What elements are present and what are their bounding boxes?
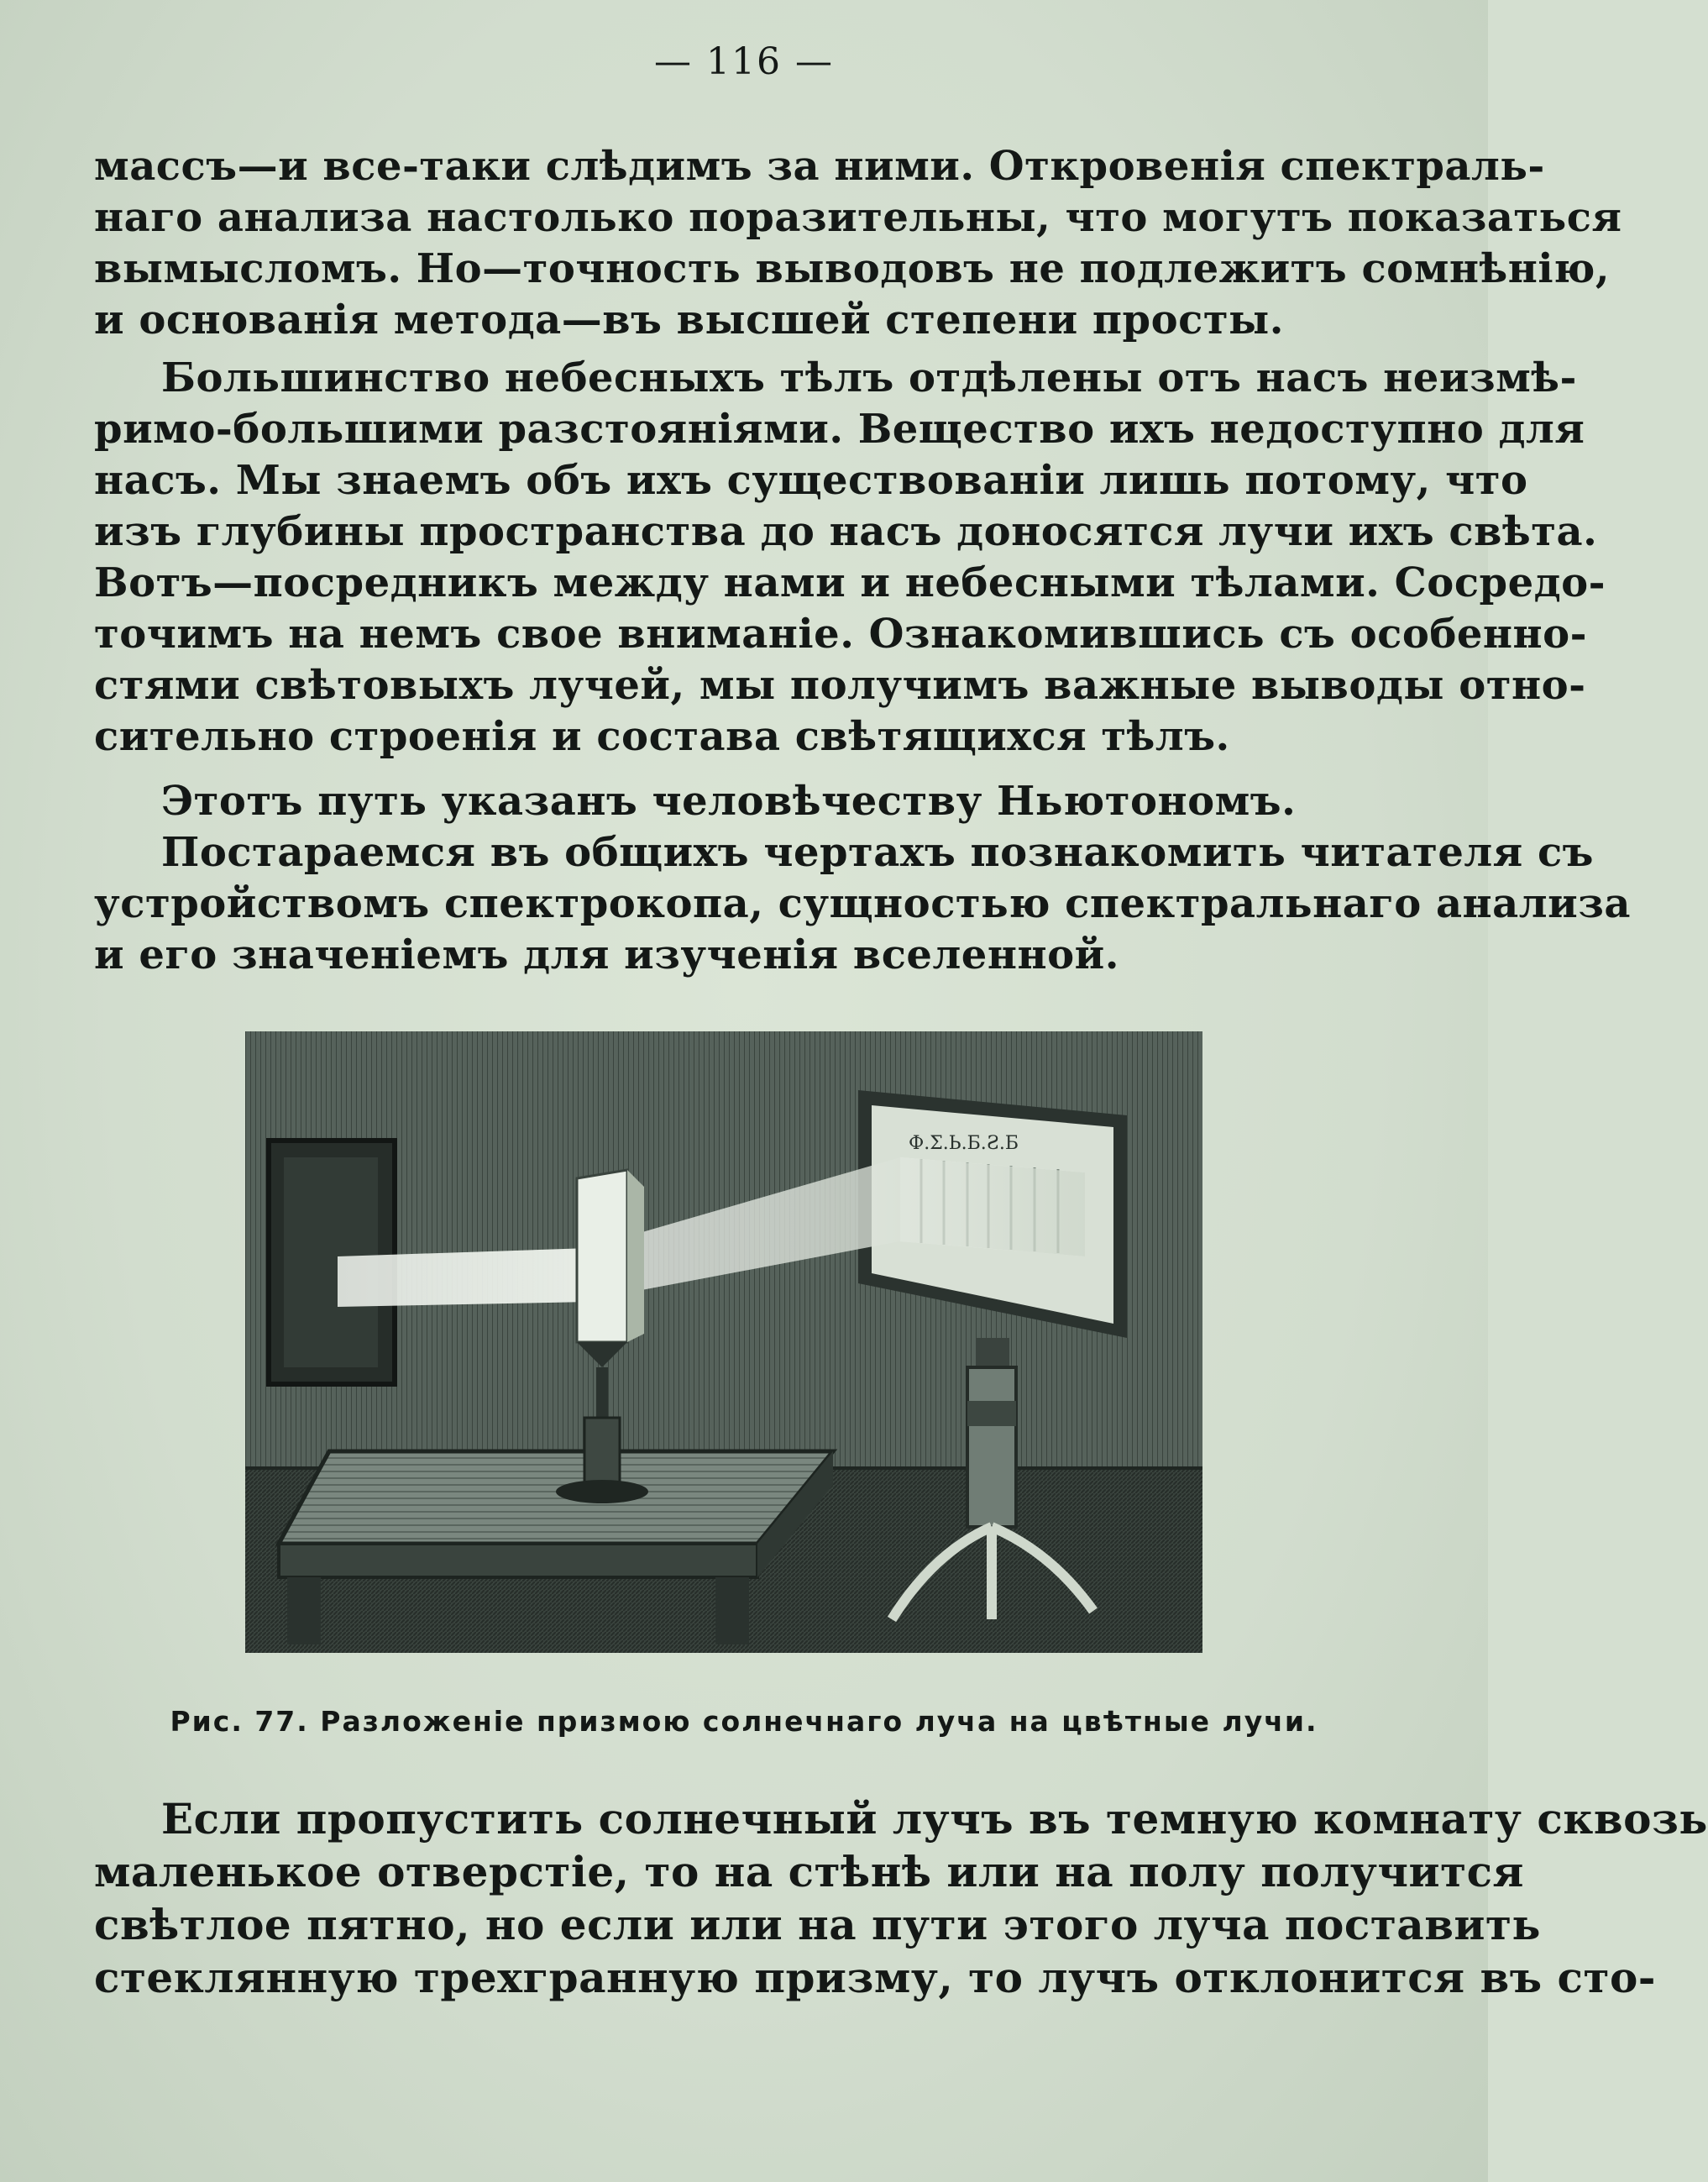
- text-line: стями свѣтовыхъ лучей, мы получимъ важные выводы отно-: [94, 662, 1586, 709]
- text-line: сительно строенія и состава свѣтящихся тѣлъ.: [94, 713, 1230, 760]
- text-line: наго анализа настолько поразительны, что могутъ показаться: [94, 194, 1622, 241]
- incoming-beam: [338, 1248, 589, 1307]
- page-number: — 116 —: [654, 40, 834, 83]
- text-line: точимъ на немъ свое вниманіе. Ознакомившись съ особенно-: [94, 611, 1588, 658]
- paragraph-1: [94, 141, 1622, 346]
- text-line: насъ. Мы знаемъ объ ихъ существованіи лишь потому, что: [94, 457, 1528, 504]
- prism-illustration: [245, 1031, 1202, 1653]
- text-line: вымысломъ. Но—точность выводовъ не подлежитъ сомнѣнію,: [94, 245, 1611, 292]
- text-line: Большинство небесныхъ тѣлъ отдѣлены отъ насъ неизмѣ-: [161, 354, 1577, 401]
- figure-caption: Рис. 77. Разложеніе призмою солнечнаго луча на цвѣтные лучи.: [170, 1705, 1318, 1738]
- text-line: Постараемся въ общихъ чертахъ познакомить читателя съ: [161, 829, 1594, 876]
- paragraph-5: [94, 1792, 1708, 2004]
- text-line: и его значеніемъ для изученія вселенной.: [94, 931, 1119, 978]
- text-line: изъ глубины пространства до насъ доносятся лучи ихъ свѣта.: [94, 508, 1598, 555]
- text-line: римо-большими разстояніями. Вещество ихъ недоступно для: [94, 406, 1585, 453]
- text-line: и основанія метода—въ высшей степени просты.: [94, 296, 1284, 344]
- text-line: свѣтлое пятно, но если или на пути этого луча поставить: [94, 1900, 1541, 1949]
- text-line: Этотъ путь указанъ человѣчеству Ньютономъ.: [161, 778, 1297, 825]
- text-line: маленькое отверстіе, то на стѣнѣ или на полу получится: [94, 1847, 1524, 1896]
- paragraph-4: [94, 827, 1631, 981]
- paragraph-3: [94, 776, 1379, 827]
- text-line: стеклянную трехгранную призму, то лучъ отклонится въ сто-: [94, 1953, 1657, 2002]
- text-line: Вотъ—посредникъ между нами и небесными тѣлами. Сосредо-: [94, 559, 1606, 606]
- text-line: устройствомъ спектрокопа, сущностью спектральнаго анализа: [94, 880, 1631, 927]
- text-line: Если пропустить солнечный лучъ въ темную комнату сквозь: [161, 1794, 1708, 1844]
- text-line: массъ—и все-таки слѣдимъ за ними. Откровенія спектраль-: [94, 143, 1545, 190]
- spectrum-line-labels: Ф.Ʃ.Ь.Б.Ƨ.Б: [909, 1133, 1019, 1154]
- paragraph-2: [94, 353, 1606, 763]
